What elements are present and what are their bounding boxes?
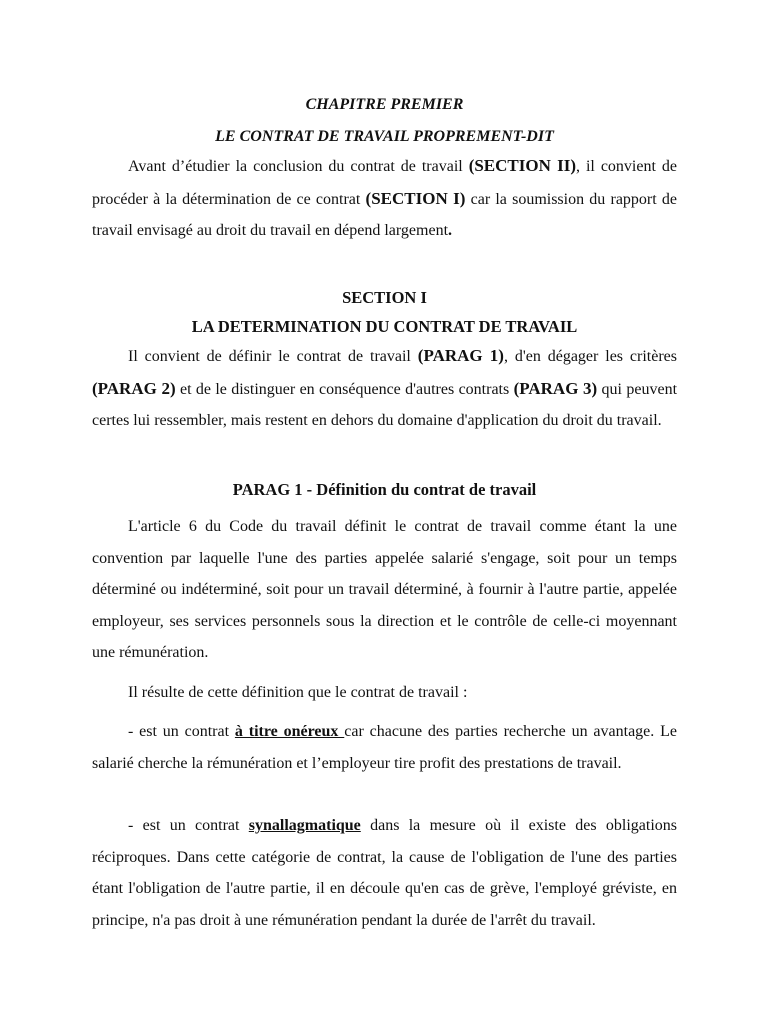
onerous-term: à titre onéreux [234, 723, 345, 740]
parag-2-reference: (PARAG 2) [92, 378, 176, 398]
section-ii-reference: (SECTION II) [468, 156, 576, 175]
parag-3-reference: (PARAG 3) [513, 378, 598, 398]
section-i-reference: (SECTION I) [365, 188, 466, 208]
list-item-onerous: - est un contrat à titre onéreux car chacune des parties recherche un avantage. Le salarié cherche la rémunération et l’employeur tire profit des prestations de travail. [92, 723, 677, 772]
parag-1-title: PARAG 1 - Définition du contrat de travail [232, 480, 537, 499]
chapter-subtitle: LE CONTRAT DE TRAVAIL PROPREMENT-DIT [215, 128, 554, 145]
consequence-intro: Il résulte de cette définition que le contrat de travail : [128, 684, 468, 701]
list-item-synallagmatic: - est un contrat synallagmatique dans la mesure où il existe des obligations réciproques. Dans cette catégorie de contrat, la cause de l'obligation de l'une des parties étant l'obligation de l'autre partie, il en découle qu'en cas de grève, l'employé gréviste, en principe, n'a pas droit à une rémunération pendant la durée de l'arrêt du travail. [92, 817, 677, 929]
intro-paragraph: Avant d’étudier la conclusion du contrat de travail (SECTION II), il convient de procéder à la détermination de ce contrat (SECTION I) car la soumission du rapport de travail envisagé au droit du travail en dépend largement. [92, 156, 677, 239]
parag-1-reference: (PARAG 1) [417, 346, 504, 365]
chapter-title: CHAPITRE PREMIER [305, 96, 464, 113]
section-intro-paragraph: Il convient de définir le contrat de travail (PARAG 1), d'en dégager les critères (PARAG 2) et de le distinguer en conséquence d'autres contrats (PARAG 3) qui peuvent certes lui ressembler, mais restent en dehors du domaine d'application du droit du travail. [92, 346, 678, 429]
section-title: SECTION I [342, 288, 427, 307]
synallagmatic-term: synallagmatique [248, 817, 361, 834]
section-subtitle: LA DETERMINATION DU CONTRAT DE TRAVAIL [191, 317, 578, 336]
definition-paragraph: L'article 6 du Code du travail définit le contrat de travail comme étant la une convention par laquelle l'une des parties appelée salarié s'engage, soit pour un temps déterminé ou indéterminé, soit pour un travail déterminé, à fournir à l'autre partie, appelée employeur, ses services personnels sous la direction et le contrôle de celle-ci moyennant une rémunération. [92, 518, 677, 661]
